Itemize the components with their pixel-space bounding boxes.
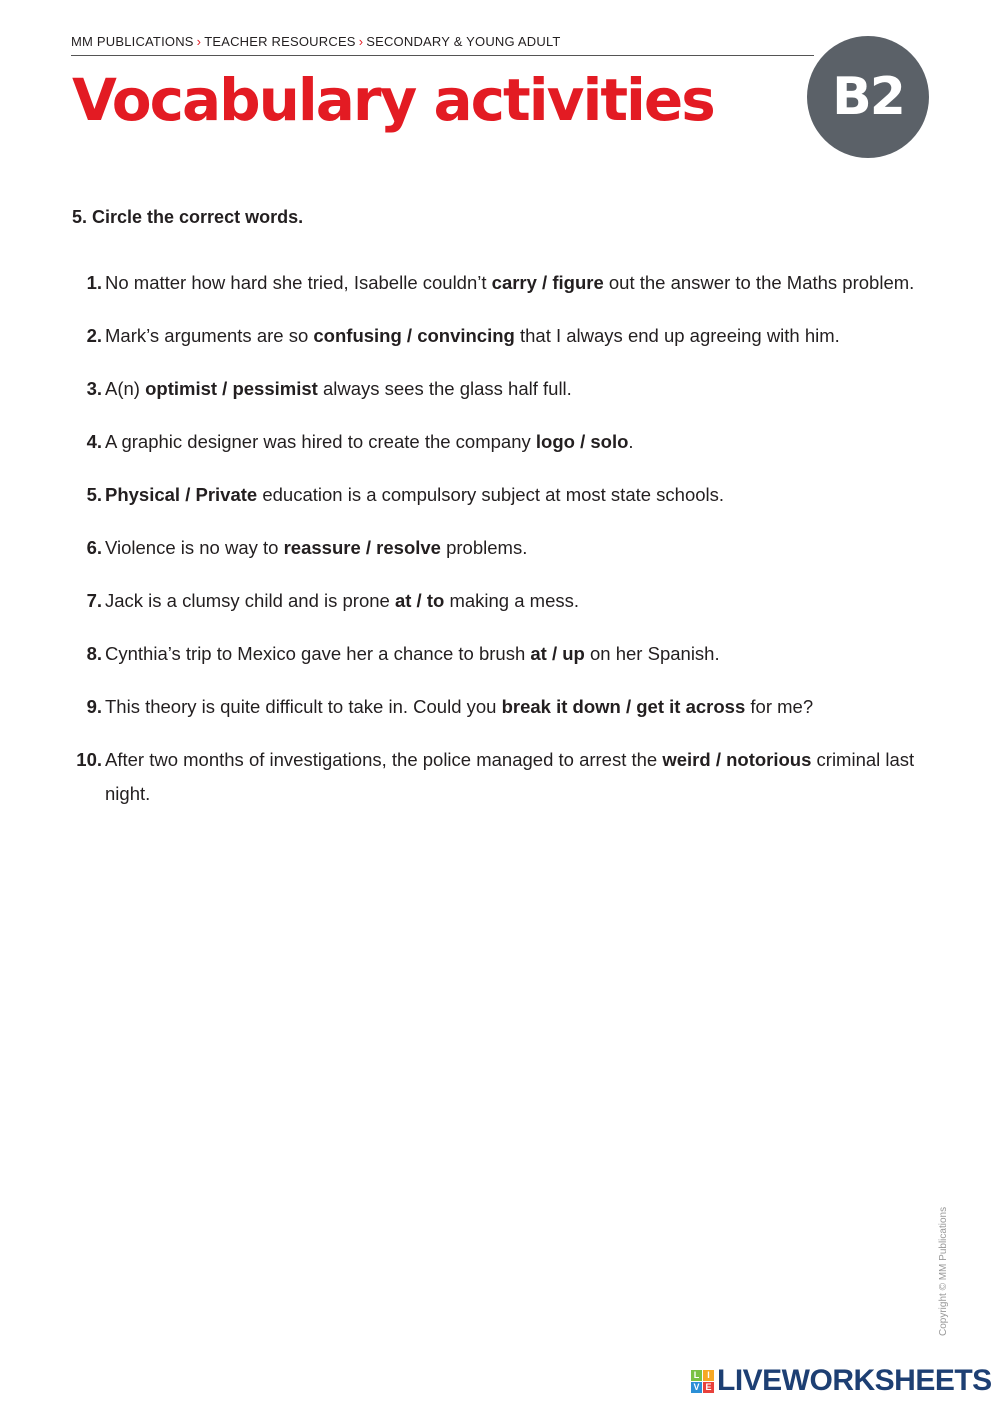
exercise-instruction: 5. Circle the correct words. [72, 207, 304, 227]
chevron-right-icon: › [196, 34, 202, 49]
item-text-before: Jack is a clumsy child and is prone [105, 590, 395, 611]
item-text [105, 637, 926, 671]
exercise-item [66, 584, 926, 618]
exercise-item [66, 531, 926, 565]
header-divider [71, 55, 814, 56]
item-text-after: education is a compulsory subject at most state schools. [257, 484, 725, 505]
item-text [105, 743, 926, 811]
item-number: 4. [86, 431, 102, 452]
liveworksheets-logo [691, 1364, 992, 1398]
item-text [105, 478, 926, 512]
item-number: 3. [86, 378, 102, 399]
exercise-item [66, 372, 926, 406]
item-text [105, 425, 926, 459]
item-number: 1. [86, 272, 102, 293]
item-text-after: on her Spanish. [584, 643, 720, 664]
logo-text: LIVEWORKSHEETS [717, 1364, 992, 1397]
item-text-after: always sees the glass half full. [317, 378, 572, 399]
word-choice[interactable]: Physical / Private [105, 484, 258, 505]
item-text-after: out the answer to the Maths problem. [603, 272, 915, 293]
exercise-item [66, 743, 926, 811]
exercise-list [66, 266, 926, 830]
item-text-after: for me? [745, 696, 814, 717]
item-text-before: After two months of investigations, the police managed to arrest the [105, 749, 663, 770]
copyright-notice: Copyright © MM Publications [938, 1206, 949, 1336]
breadcrumb [71, 34, 561, 49]
item-text [105, 319, 926, 353]
exercise-item [66, 478, 926, 512]
item-text-after: . [628, 431, 634, 452]
word-choice[interactable]: break it down / get it across [501, 696, 746, 717]
exercise-item [66, 690, 926, 724]
item-number: 10. [76, 749, 102, 770]
logo-tile: E [703, 1382, 714, 1393]
item-number: 6. [86, 537, 102, 558]
item-text-after: problems. [440, 537, 528, 558]
logo-tile: L [691, 1370, 702, 1381]
item-text-before: Mark’s arguments are so [105, 325, 314, 346]
breadcrumb-item: MM PUBLICATIONS [71, 34, 194, 49]
item-text [105, 584, 926, 618]
logo-tile: V [691, 1382, 702, 1393]
breadcrumb-item: SECONDARY & YOUNG ADULT [366, 34, 561, 49]
item-number: 9. [86, 696, 102, 717]
breadcrumb-item: TEACHER RESOURCES [204, 34, 356, 49]
item-text-before: This theory is quite difficult to take in. Could you [105, 696, 502, 717]
word-choice[interactable]: optimist / pessimist [145, 378, 318, 399]
page-title: Vocabulary activities [72, 66, 714, 134]
logo-tiles-icon [691, 1370, 714, 1393]
word-choice[interactable]: carry / figure [491, 272, 604, 293]
item-text-before: No matter how hard she tried, Isabelle couldn’t [105, 272, 492, 293]
item-text [105, 531, 926, 565]
item-number: 8. [86, 643, 102, 664]
item-text-after: making a mess. [444, 590, 579, 611]
item-number: 2. [86, 325, 102, 346]
exercise-item [66, 319, 926, 353]
exercise-item [66, 637, 926, 671]
item-text [105, 266, 926, 300]
item-text-after: criminal last night. [105, 749, 915, 804]
item-number: 7. [86, 590, 102, 611]
logo-tile: I [703, 1370, 714, 1381]
item-text [105, 372, 926, 406]
item-text-before: A(n) [105, 378, 146, 399]
item-number: 5. [86, 484, 102, 505]
exercise-item [66, 425, 926, 459]
word-choice[interactable]: at / to [394, 590, 445, 611]
item-text-before: Cynthia’s trip to Mexico gave her a chance to brush [105, 643, 531, 664]
word-choice[interactable]: at / up [530, 643, 585, 664]
item-text-after: that I always end up agreeing with him. [514, 325, 840, 346]
item-text [105, 690, 926, 724]
level-badge: B2 [807, 36, 929, 158]
item-text-before: Violence is no way to [105, 537, 284, 558]
word-choice[interactable]: logo / solo [535, 431, 629, 452]
chevron-right-icon: › [358, 34, 364, 49]
word-choice[interactable]: weird / notorious [662, 749, 812, 770]
word-choice[interactable]: confusing / convincing [313, 325, 515, 346]
exercise-item [66, 266, 926, 300]
word-choice[interactable]: reassure / resolve [283, 537, 441, 558]
item-text-before: A graphic designer was hired to create the company [105, 431, 536, 452]
